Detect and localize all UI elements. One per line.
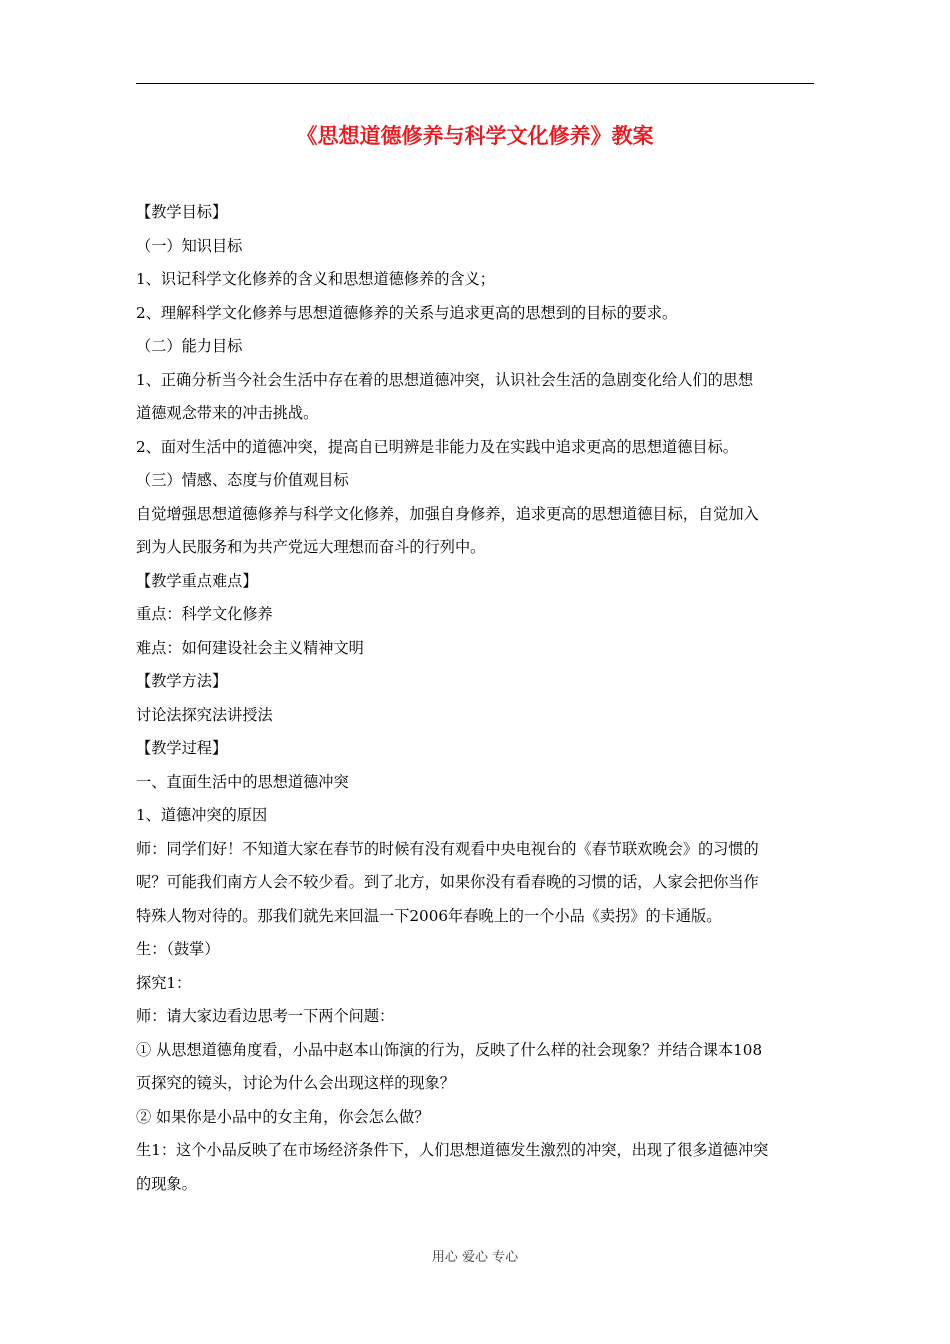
body-line: （一）知识目标: [136, 236, 243, 255]
body-line: 【教学目标】: [136, 203, 228, 221]
body-line: 页探究的镜头，讨论为什么会出现这样的现象？: [136, 1074, 455, 1092]
body-line: （二）能力目标: [136, 337, 243, 355]
body-line: 1、道德冲突的原因: [136, 806, 268, 824]
body-line: 一、直面生活中的思想道德冲突: [136, 772, 349, 791]
body-line: 生1：这个小品反映了在市场经济条件下，人们思想道德发生激烈的冲突，出现了很多道德冲突: [136, 1141, 769, 1159]
body-line: （三）情感、态度与价值观目标: [136, 471, 349, 489]
body-line: 生：（鼓掌）: [136, 940, 220, 958]
body-line: 2、面对生活中的道德冲突，提高自已明辨是非能力及在实践中追求更高的思想道德目标。: [136, 437, 738, 456]
body-line: 1、正确分析当今社会生活中存在着的思想道德冲突，认识社会生活的急剧变化给人们的思想: [136, 370, 754, 389]
body-line: 的现象。: [136, 1174, 197, 1193]
body-line: 师：请大家边看边思考一下两个问题：: [136, 1007, 395, 1025]
body-line: 探究1：: [136, 973, 192, 992]
body-line: 讨论法探究法讲授法: [136, 705, 273, 724]
body-line: 师：同学们好！不知道大家在春节的时候有没有观看中央电视台的《春节联欢晚会》的习惯的: [136, 839, 759, 858]
body-line: 自觉增强思想道德修养与科学文化修养，加强自身修养，追求更高的思想道德目标，自觉加入: [136, 504, 759, 523]
document-body: [136, 196, 816, 1201]
body-line: 到为人民服务和为共产党远大理想而奋斗的行列中。: [136, 538, 486, 556]
body-line: ② 如果你是小品中的女主角，你会怎么做？: [136, 1107, 430, 1126]
body-line: ① 从思想道德角度看，小品中赵本山饰演的行为，反映了什么样的社会现象？并结合课本108: [136, 1040, 763, 1059]
header-rule: [136, 83, 814, 84]
page-footer: 用心 爱心 专心: [431, 1250, 519, 1265]
body-line: 【教学方法】: [136, 672, 228, 690]
body-line: 【教学重点难点】: [136, 571, 258, 590]
document-title: 《思想道德修养与科学文化修养》教案: [296, 124, 654, 148]
body-line: 1、识记科学文化修养的含义和思想道德修养的含义；: [136, 270, 495, 288]
body-line: 2、理解科学文化修养与思想道德修养的关系与追求更高的思想到的目标的要求。: [136, 303, 678, 322]
body-line: 【教学过程】: [136, 739, 228, 757]
body-line: 难点：如何建设社会主义精神文明: [136, 638, 364, 657]
body-line: 特殊人物对待的。那我们就先来回温一下2006年春晚上的一个小品《卖拐》的卡通版。: [136, 906, 722, 925]
body-line: 呢？可能我们南方人会不较少看。到了北方，如果你没有看春晚的习惯的话，人家会把你当作: [136, 873, 759, 891]
body-line: 重点：科学文化修养: [136, 605, 273, 623]
body-line: 道德观念带来的冲击挑战。: [136, 404, 319, 422]
